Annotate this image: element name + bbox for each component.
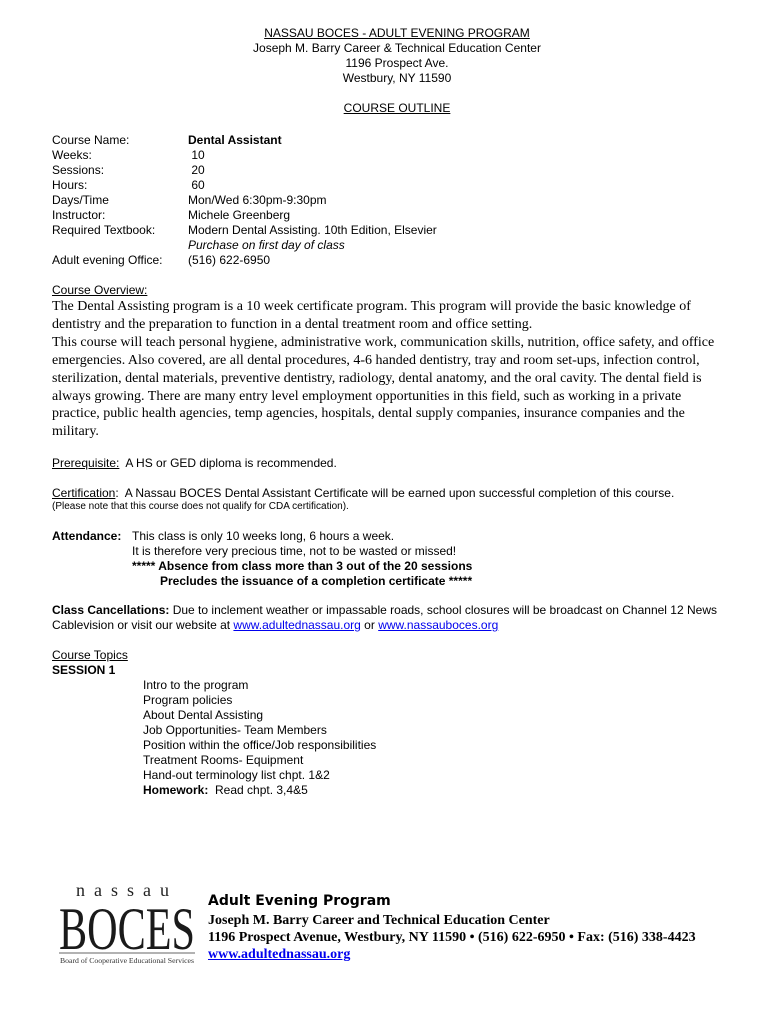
session-topic-list: [143, 678, 376, 798]
footer: [208, 892, 696, 963]
info-row-instructor: Instructor: Michele Greenberg: [52, 208, 291, 222]
logo-sub-text: Board of Cooperative Educational Services: [60, 956, 195, 965]
homework-item: [143, 783, 376, 798]
overview-paragraph-2: This course will teach personal hygiene, administrative work, communication skills, nutrition, office safety, and office emergencies. Also covered, are all dental procedures, 4-6 handed dentistry, tray and room set-ups, infection control, sterilization, dental materials, preventive dentistry, radiology, dental anatomy, and the oral cavity. The dental field is always growing. There are many entry level employment opportunities in this field, such as working in a private practice, public health agencies, temp agencies, hospitals, dental supply companies, insurance companies and the military.: [52, 334, 715, 440]
outline-title: COURSE OUTLINE: [343, 101, 451, 115]
info-row-course-name: Course Name: Dental Assistant: [52, 133, 282, 147]
info-row-days-time: Days/Time Mon/Wed 6:30pm-9:30pm: [52, 193, 327, 207]
course-topics: [52, 648, 128, 678]
footer-website-link[interactable]: www.adultednassau.org: [208, 947, 351, 962]
overview-paragraph-1: The Dental Assisting program is a 10 week certificate program. This program will provide the basic knowledge of dentistry and the preparation to function in a dental treatment room and office setting.: [52, 299, 691, 332]
attendance-line-2: It is therefore very precious time, not to be wasted or missed!: [132, 544, 457, 558]
certification-label: Certification: [52, 486, 116, 500]
center-name: Joseph M. Barry Career & Technical Education Center: [253, 41, 541, 55]
footer-center: Joseph M. Barry Career and Technical Education Center: [208, 913, 550, 928]
certification: [52, 486, 674, 501]
certification-note: (Please note that this course does not qualify for CDA certification).: [52, 501, 349, 512]
list-item: Program policies: [143, 693, 233, 707]
course-name: Dental Assistant: [188, 133, 282, 147]
info-row-office: Adult evening Office: (516) 622-6950: [52, 253, 271, 267]
footer-address: 1196 Prospect Avenue, Westbury, NY 11590 • (516) 622-6950 • Fax: (516) 338-4423: [208, 930, 696, 945]
list-item: Job Opportunities- Team Members: [143, 723, 327, 737]
list-item: Position within the office/Job responsibilities: [143, 738, 377, 752]
nassauboces-link[interactable]: www.nassauboces.org: [378, 618, 499, 632]
attendance-label: Attendance:: [52, 529, 122, 543]
list-item: Hand-out terminology list chpt. 1&2: [143, 768, 330, 782]
certification-text: : A Nassau BOCES Dental Assistant Certificate will be earned upon successful completion of this course.: [115, 486, 675, 500]
info-row-weeks: Weeks: 10: [52, 148, 205, 162]
list-item: Intro to the program: [143, 678, 249, 692]
prerequisite-label: Prerequisite:: [52, 456, 120, 470]
homework-text: Read chpt. 3,4&5: [208, 783, 308, 797]
overview-text: [52, 298, 720, 441]
prerequisite-text: A HS or GED diploma is recommended.: [119, 456, 337, 470]
course-info-table: [52, 133, 437, 268]
homework-label: Homework:: [143, 783, 209, 797]
cancellations-label: Class Cancellations:: [52, 603, 170, 617]
info-row-textbook: Required Textbook: Modern Dental Assisting. 10th Edition, Elsevier: [52, 223, 437, 237]
cancellations: Class Cancellations: Due to inclement weather or impassable roads, school closures will be broadcast on Channel 12 News Cablevision or visit our website at www.adultednassau.org or www.nassauboces.org: [52, 603, 717, 632]
street-address: 1196 Prospect Ave.: [345, 56, 449, 70]
info-row-textbook-note: Purchase on first day of class: [188, 238, 345, 252]
overview-title: Course Overview:: [52, 283, 148, 297]
cancellations-text: Due to inclement weather or impassable roads, school closures will be broadcast on Channel 12 News Cablevision or visit our website at: [52, 603, 717, 632]
boces-logo: [56, 880, 198, 968]
city-address: Westbury, NY 11590: [342, 71, 452, 85]
attendance-line-3: ***** Absence from class more than 3 out of the 20 sessions: [132, 559, 473, 573]
info-row-sessions: Sessions: 20: [52, 163, 205, 177]
list-item: Treatment Rooms- Equipment: [143, 753, 304, 767]
document-header: [52, 26, 742, 116]
info-row-hours: Hours: 60: [52, 178, 205, 192]
list-item: About Dental Assisting: [143, 708, 264, 722]
footer-program: Adult Evening Program: [208, 893, 391, 909]
prerequisite: [52, 456, 337, 471]
session-title: SESSION 1: [52, 663, 116, 677]
attendance-line-4: Precludes the issuance of a completion certificate *****: [160, 574, 473, 588]
attendance: [52, 529, 472, 589]
attendance-line-1: This class is only 10 weeks long, 6 hours a week.: [132, 529, 395, 543]
adultednassau-link[interactable]: www.adultednassau.org: [233, 618, 361, 632]
org-title: NASSAU BOCES - ADULT EVENING PROGRAM: [264, 26, 530, 40]
logo-main-text: BOCES: [59, 896, 195, 962]
logo-top-text: nassau: [76, 880, 178, 900]
topics-title: Course Topics: [52, 648, 128, 662]
